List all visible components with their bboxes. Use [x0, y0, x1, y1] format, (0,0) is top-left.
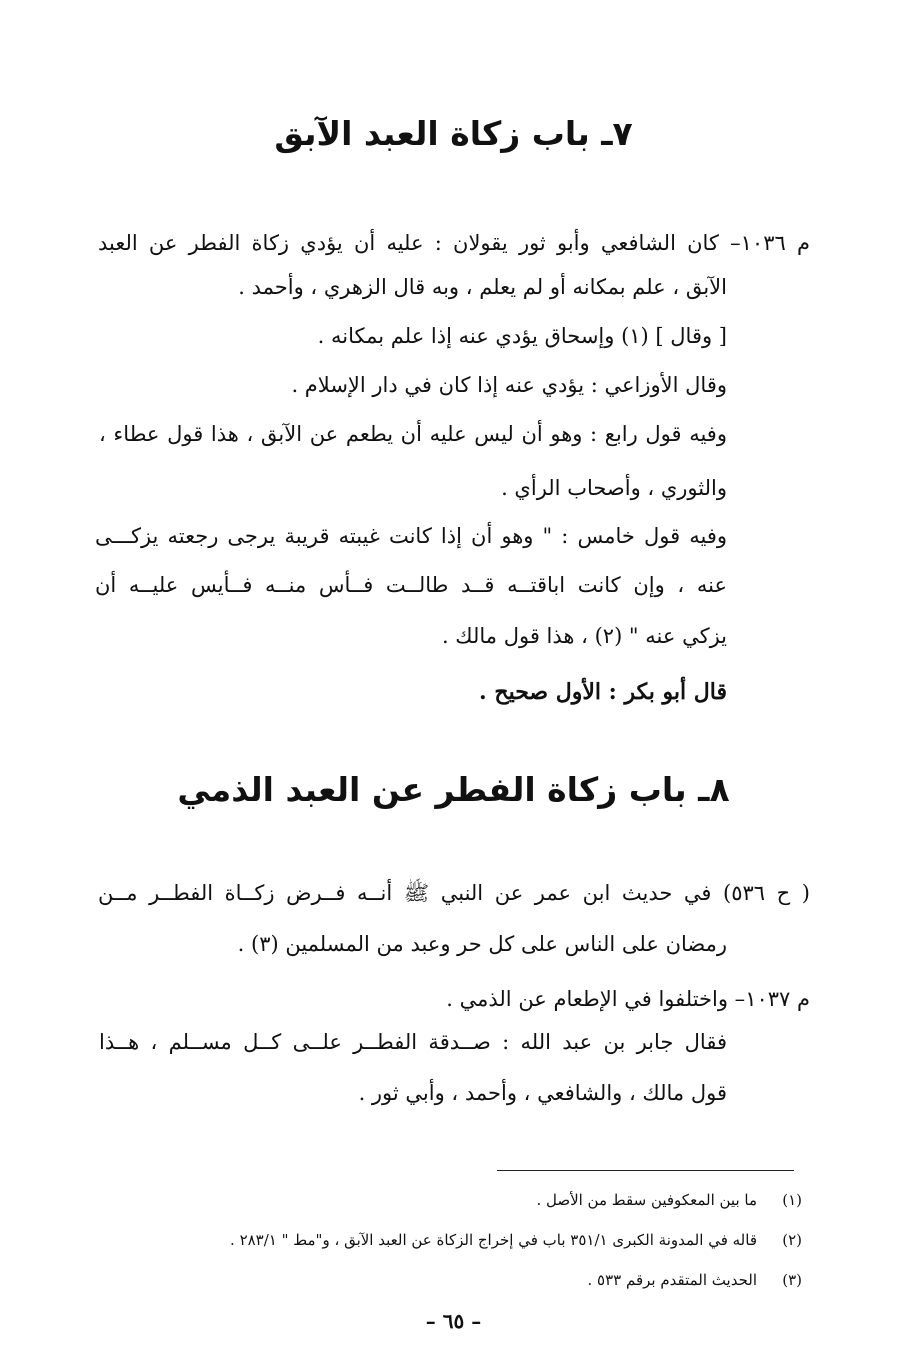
footnote-number: (٢)	[782, 1231, 802, 1249]
paragraph-line: قول مالك ، والشافعي ، وأحمد ، وأبي ثور .	[358, 1081, 727, 1105]
chapter-heading-8: ٨ـ باب زكاة الفطر عن العبد الذمي	[177, 770, 730, 809]
footnote-text: قاله في المدونة الكبرى ٣٥١/١ باب في إخراج الزكاة عن العبد الآبق ، و"مط " ٢٨٣/١ .	[230, 1231, 757, 1249]
footnote-number: (٣)	[782, 1271, 802, 1289]
paragraph-line: عنه ، وإن كانت اباقتــه قــد طالــت فــأس منــه فــأيس عليــه أن	[95, 573, 727, 597]
page-number: – ٦٥ –	[425, 1309, 482, 1333]
paragraph-line: وفيه قول رابع : وهو أن ليس عليه أن يطعم عن الآبق ، هذا قول عطاء ،	[99, 422, 727, 446]
footnote-text: ما بين المعكوفين سقط من الأصل .	[536, 1191, 757, 1209]
paragraph-line: م ١٠٣٦– كان الشافعي وأبو ثور يقولان : عليه أن يؤدي زكاة الفطر عن العبد	[98, 231, 810, 255]
paragraph-line: يزكي عنه " (٢) ، هذا قول مالك .	[441, 624, 727, 648]
hadith-line: ( ح ٥٣٦) في حديث ابن عمر عن النبي ﷺ أنــه فــرض زكــاة الفطــر مــن	[98, 881, 810, 905]
paragraph-line: فقال جابر بن عبد الله : صــدقة الفطــر علــى كــل مســلم ، هــذا	[99, 1030, 727, 1054]
paragraph-line: وقال الأوزاعي : يؤدي عنه إذا كان في دار الإسلام .	[291, 373, 727, 397]
paragraph-line: الآبق ، علم بمكانه أو لم يعلم ، وبه قال الزهري ، وأحمد .	[238, 275, 727, 299]
paragraph-line: [ وقال ] (١) وإسحاق يؤدي عنه إذا علم بمكانه .	[317, 324, 727, 348]
footnote-number: (١)	[782, 1191, 802, 1209]
paragraph-line: م ١٠٣٧– واختلفوا في الإطعام عن الذمي .	[446, 987, 810, 1011]
footnote-divider	[497, 1170, 794, 1171]
paragraph-line: وفيه قول خامس : " وهو أن إذا كانت غيبته قريبة يرجى رجعته يزكـــى	[95, 524, 727, 548]
abu-bakr-statement: قال أبو بكر : الأول صحيح .	[479, 679, 727, 705]
hadith-line: رمضان على الناس على كل حر وعبد من المسلمين (٣) .	[237, 932, 727, 956]
paragraph-line: والثوري ، وأصحاب الرأي .	[501, 476, 727, 500]
chapter-heading-7: ٧ـ باب زكاة العبد الآبق	[274, 114, 633, 153]
footnote-text: الحديث المتقدم برقم ٥٣٣ .	[587, 1271, 757, 1289]
